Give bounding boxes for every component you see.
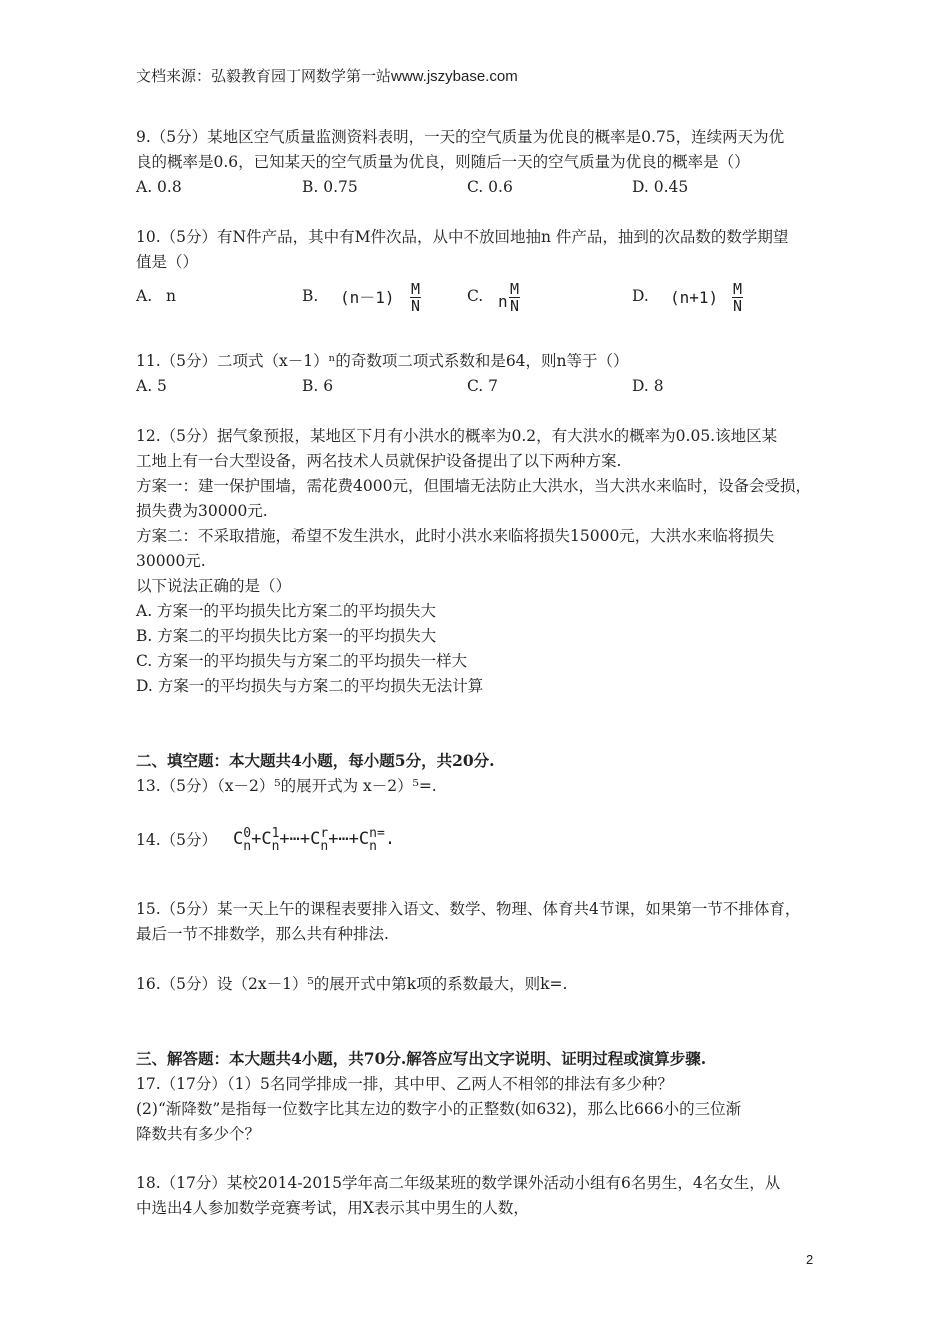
q12-line-6: 30000元. [136,552,206,570]
q11-option-c: C. 7 [467,377,499,395]
combination-symbol: C [261,829,272,849]
q12-option-d: D. 方案一的平均损失与方案二的平均损失无法计算 [136,677,484,695]
q13-line: 13.（5分）（x－2）⁵的展开式为 x－2）⁵=. [136,777,437,795]
q12-line-1: 12.（5分）据气象预报，某地区下月有小洪水的概率为0.2，有大洪水的概率为0.05.该地区某 [136,427,778,445]
q17-line-2: (2)“渐降数”是指每一位数字比其左边的数字小的正整数(如632)，那么比666小的三位渐 [136,1100,742,1118]
q18-line-2: 中选出4人参加数学竞赛考试，用X表示其中男生的人数， [136,1199,529,1217]
sub-index: n [271,839,280,854]
q15-line-2: 最后一节不排数学，那么共有种排法. [136,925,389,943]
combination-indices [320,827,328,853]
q18-line-1: 18.（17分）某校2014-2015学年高二年级某班的数学课外活动小组有6名男生，4名女生，从 [136,1174,781,1192]
combination-indices [369,827,385,853]
combination-symbol: C [358,829,370,849]
q9-option-a: A. 0.8 [136,178,182,196]
q11-option-a: A. 5 [136,377,167,395]
sup-index: 1 [271,826,280,841]
q12-option-a: A. 方案一的平均损失比方案二的平均损失大 [136,602,437,620]
q12-line-5: 方案二：不采取措施，希望不发生洪水，此时小洪水来临将损失15000元，大洪水来临将损失 [136,527,775,545]
q11-line-1: 11.（5分）二项式（x－1）ⁿ的奇数项二项式系数和是64，则n等于（） [136,352,629,370]
q9-option-b: B. 0.75 [302,178,358,196]
q9-line-1: 9.（5分）某地区空气质量监测资料表明，一天的空气质量为优良的概率是0.75，连续两天为优 [136,128,785,146]
fraction-denominator: N [510,297,520,315]
q10-line-1: 10.（5分）有N件产品，其中有M件次品，从中不放回地抽n 件产品，抽到的次品数的数学期望 [136,228,789,246]
sub-index: n [369,839,377,854]
section-2-heading: 二、填空题：本大题共4小题，每小题5分，共20分. [136,751,495,770]
q12-line-4: 损失费为30000元. [136,502,268,520]
q15-line-1: 15.（5分）某一天上午的课程表要排入语文、数学、物理、体育共4节课，如果第一节不排体育， [136,900,801,918]
q14-prefix: 14.（5分） [136,831,218,849]
q16-line: 16.（5分）设（2x－1）⁵的展开式中第k项的系数最大，则k=. [136,975,568,993]
source-header: 文档来源：弘毅教育园丁网数学第一站www.jszybase.com [136,68,518,85]
sup-index: n= [369,826,385,841]
q10-option-b-label: B. [302,287,319,305]
plus-sign: + [251,829,262,849]
combination-symbol: C [233,829,244,849]
q10-option-d-label: D. [632,287,649,305]
q10-option-c-label: C. [467,287,484,305]
q12-option-c: C. 方案一的平均损失与方案二的平均损失一样大 [136,652,468,670]
fraction-numerator: M [411,280,421,298]
q17-line-1: 17.（17分）（1）5名同学排成一排，其中甲、乙两人不相邻的排法有多少种？ [136,1075,673,1093]
section-3-heading: 三、解答题：本大题共4小题，共70分.解答应写出文字说明、证明过程或演算步骤. [136,1049,707,1068]
q10-option-b-factor: (n－1) [340,288,395,307]
fraction-numerator: M [510,280,520,298]
q12-line-3: 方案一：建一保护围墙，需花费4000元，但围墙无法防止大洪水，当大洪水来临时，设备会受损， [136,477,811,495]
sub-index: n [243,839,252,854]
q10-option-a-value: n [166,287,176,305]
q10-option-b-fraction [410,281,421,314]
q12-option-b: B. 方案二的平均损失比方案一的平均损失大 [136,627,437,645]
q10-option-d-factor: (n+1) [670,288,719,307]
q10-option-a-label: A. [136,287,153,305]
q9-line-2: 良的概率是0.6，已知某天的空气质量为优良，则随后一天的空气质量为优良的概率是（） [136,153,750,171]
fraction-denominator: N [733,297,743,315]
q17-line-3: 降数共有多少个？ [136,1125,261,1143]
q10-line-2: 值是（） [136,253,199,271]
combination-symbol: C [310,829,321,849]
sub-index: n [320,839,329,854]
q11-option-d: D. 8 [632,377,664,395]
ellipsis-plus: +⋯+ [279,829,311,849]
q10-option-d-fraction [732,281,743,314]
period: . [384,829,396,849]
fraction-numerator: M [733,280,743,298]
q12-line-2: 工地上有一台大型设备，两名技术人员就保护设备提出了以下两种方案. [136,452,622,470]
q10-option-c-fraction [509,281,520,314]
combination-indices [272,827,280,853]
sup-index: 0 [243,826,252,841]
q9-option-c: C. 0.6 [467,178,513,196]
sup-index: r [320,826,329,841]
q9-option-d: D. 0.45 [632,178,689,196]
ellipsis-plus: +⋯+ [328,829,359,849]
q11-option-b: B. 6 [302,377,334,395]
fraction-denominator: N [411,297,421,315]
q14-combination-sum [233,826,395,852]
combination-indices [243,827,251,853]
q12-line-7: 以下说法正确的是（） [136,577,292,595]
page-number: 2 [806,1252,814,1267]
q10-option-c-factor: n [498,292,508,311]
